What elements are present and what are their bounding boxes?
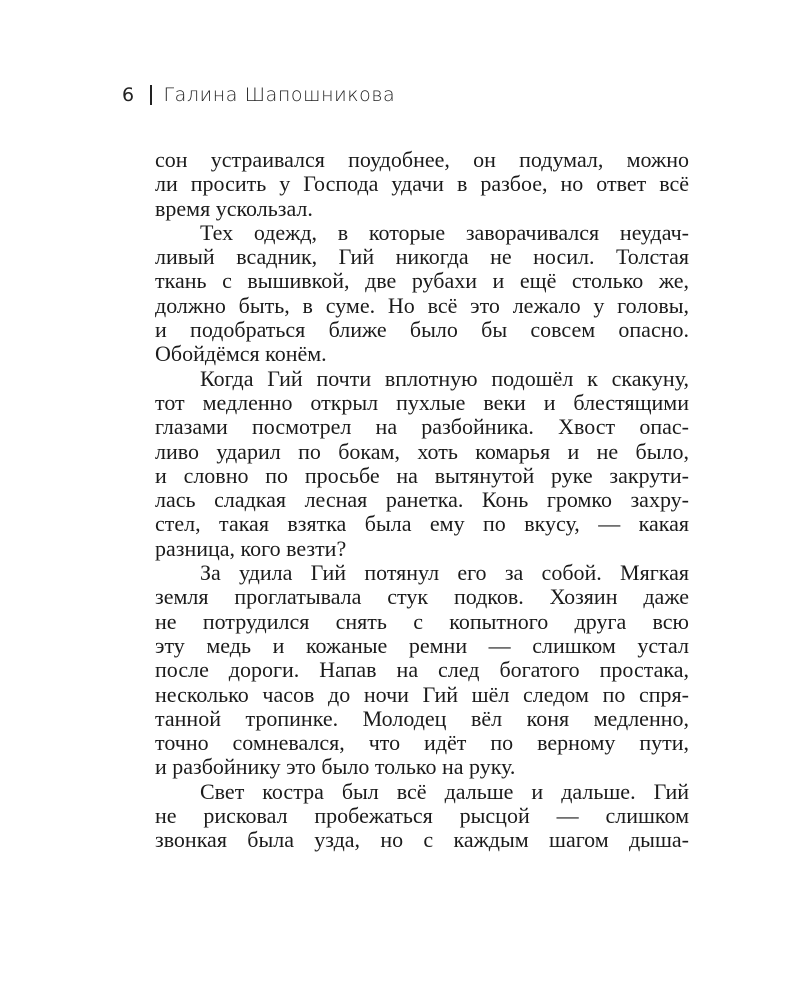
body-text	[155, 148, 689, 853]
text-line: время ускользал.	[155, 195, 313, 221]
text-line: Тех одежд, в которые заворачивался неудач-	[200, 219, 689, 245]
text-line: не потрудился снять с копытного друга всю	[155, 608, 689, 634]
text-line: ли просить у Господа удачи в разбое, но ответ всё	[155, 171, 689, 197]
text-line: не рисковал пробежаться рысцой — слишком	[155, 803, 689, 829]
text-line: глазами посмотрел на разбойника. Хвост опас-	[155, 414, 689, 440]
text-line: тот медленно открыл пухлые веки и блестящими	[155, 389, 689, 415]
text-line: ткань с вышивкой, две рубахи и ещё столько же,	[155, 268, 689, 294]
header-separator	[150, 85, 152, 105]
page-number: 6	[122, 84, 135, 106]
text-line: ливый всадник, Гий никогда не носил. Толстая	[155, 244, 689, 270]
text-line: и разбойнику это было только на руку.	[155, 754, 516, 780]
text-line: и подобраться ближе было бы совсем опасно.	[155, 317, 689, 343]
text-line: и словно по просьбе на вытянутой руке закрути-	[155, 462, 689, 488]
text-line: Обойдёмся конём.	[155, 341, 327, 367]
text-line: земля проглатывала стук подков. Хозяин даже	[155, 584, 689, 610]
text-line: Когда Гий почти вплотную подошёл к скакуну,	[200, 365, 689, 391]
text-line: ливо ударил по бокам, хоть комарья и не было,	[155, 438, 689, 464]
text-line: танной тропинке. Молодец вёл коня медленно,	[155, 705, 689, 731]
text-line: несколько часов до ночи Гий шёл следом по спря-	[155, 681, 689, 707]
author-name: Галина Шапошникова	[163, 84, 396, 106]
text-line: разница, кого везти?	[155, 535, 347, 561]
text-line: сон устраивался поудобнее, он подумал, можно	[155, 147, 689, 172]
text-line: Свет костра был всё дальше и дальше. Гий	[200, 778, 689, 804]
text-line: стел, такая взятка была ему по вкусу, — какая	[155, 511, 689, 537]
text-line: эту медь и кожаные ремни — слишком устал	[155, 632, 689, 658]
text-line: звонкая была узда, но с каждым шагом дыша-	[155, 827, 689, 853]
text-line: За удила Гий потянул его за собой. Мягкая	[200, 560, 689, 586]
text-line: должно быть, в суме. Но всё это лежало у головы,	[155, 292, 689, 318]
text-line: после дороги. Напав на след богатого простака,	[155, 657, 689, 683]
running-head	[122, 83, 395, 107]
text-line: лась сладкая лесная ранетка. Конь громко захру-	[155, 487, 689, 513]
text-line: точно сомневался, что идёт по верному пути,	[155, 730, 689, 756]
